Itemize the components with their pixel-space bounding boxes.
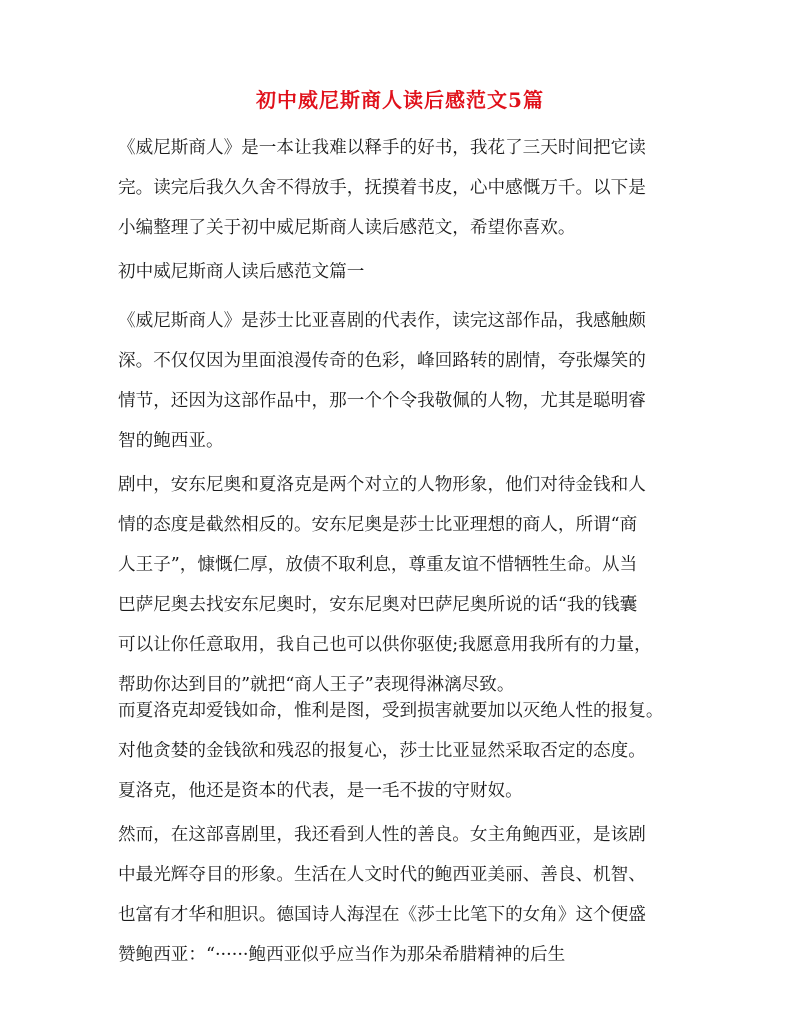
body-paragraph: [118, 301, 698, 461]
text-line: 情的态度是截然相反的。安东尼奥是莎士比亚理想的商人，所谓“商: [118, 515, 638, 535]
body-paragraph: [118, 815, 698, 975]
text-line: 夏洛克，他还是资本的代表，是一毛不拔的守财奴。: [118, 781, 523, 801]
section-heading: [118, 252, 698, 292]
text-line: 中最光辉夺目的形象。生活在人文时代的鲍西亚美丽、善良、机智、: [118, 865, 646, 885]
intro-paragraph: [118, 128, 698, 248]
text-line: 深。不仅仅因为里面浪漫传奇的色彩，峰回路转的剧情，夸张爆笑的: [118, 351, 646, 371]
text-line: 可以让你任意取用，我自己也可以供你驱使;我愿意用我所有的力量，: [118, 635, 652, 655]
text-line: 对他贪婪的金钱欲和残忍的报复心，莎士比亚显然采取否定的态度。: [118, 741, 646, 761]
text-line: 情节，还因为这部作品中，那一个个令我敬佩的人物，尤其是聪明睿: [118, 391, 646, 411]
text-line: 巴萨尼奥去找安东尼奥时，安东尼奥对巴萨尼奥所说的话“我的钱囊: [118, 595, 638, 615]
document-title: 初中威尼斯商人读后感范文5篇: [256, 88, 544, 112]
text-line: 而夏洛克却爱钱如命，惟利是图，受到损害就要加以灭绝人性的报复。: [118, 701, 664, 721]
text-line: 也富有才华和胆识。德国诗人海涅在《莎士比笔下的女角》这个便盛: [118, 905, 646, 925]
text-line: 小编整理了关于初中威尼斯商人读后感范文，希望你喜欢。: [118, 218, 576, 238]
text-line: 《威尼斯商人》是一本让我难以释手的好书，我花了三天时间把它读: [118, 138, 646, 158]
text-line: 智的鲍西亚。: [118, 431, 224, 451]
text-line: 人王子”，慷慨仁厚，放债不取利息，尊重友谊不惜牺牲生命。从当: [118, 555, 638, 575]
text-line: 完。读完后我久久舍不得放手，抚摸着书皮，心中感慨万千。以下是: [118, 178, 646, 198]
text-line: 剧中，安东尼奥和夏洛克是两个对立的人物形象，他们对待金钱和人: [118, 475, 646, 495]
body-paragraph: [118, 465, 698, 705]
text-line: 赞鲍西亚：“······鲍西亚似乎应当作为那朵希腊精神的后生: [118, 945, 566, 965]
text-line: 初中威尼斯商人读后感范文篇一: [118, 262, 365, 282]
text-line: 帮助你达到目的”就把“商人王子”表现得淋漓尽致。: [118, 675, 515, 695]
text-line: 《威尼斯商人》是莎士比亚喜剧的代表作，读完这部作品，我感触颇: [118, 311, 646, 331]
text-line: 然而，在这部喜剧里，我还看到人性的善良。女主角鲍西亚，是该剧: [118, 825, 646, 845]
body-paragraph: [118, 691, 698, 811]
